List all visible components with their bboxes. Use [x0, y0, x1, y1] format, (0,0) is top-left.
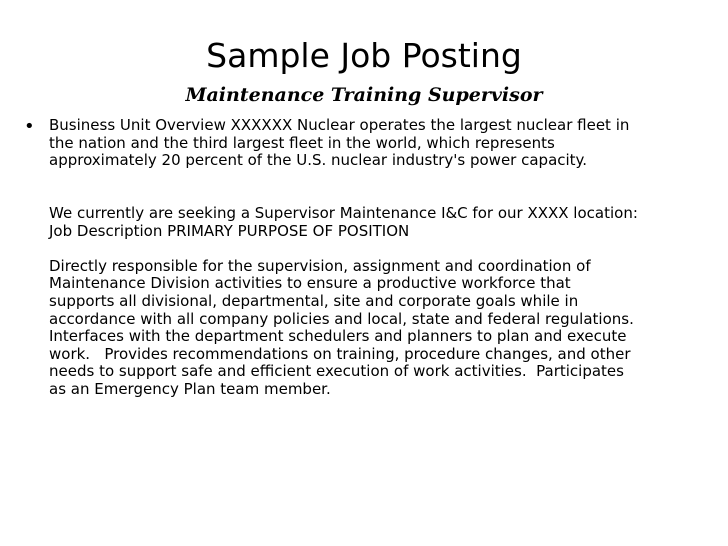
paragraph-gap — [49, 240, 717, 258]
seeking-line-2: Job Description PRIMARY PURPOSE OF POSITION — [49, 221, 410, 240]
bullet-icon: • — [24, 116, 35, 137]
purpose-line-1: Directly responsible for the supervision, assignment and coordination of — [49, 256, 591, 275]
overview-line-1: Business Unit Overview XXXXXX Nuclear operates the largest nuclear fleet in — [49, 116, 630, 134]
purpose-line-7: needs to support safe and efficient execution of work activities. Participates — [49, 362, 624, 381]
seeking-line-1: We currently are seeking a Supervisor Maintenance I&C for our XXXX location: — [49, 203, 638, 222]
overview-line-3: approximately 20 percent of the U.S. nuclear industry's power capacity. — [49, 151, 588, 170]
purpose-line-2: Maintenance Division activities to ensure a productive workforce that — [49, 274, 571, 293]
purpose-line-5: Interfaces with the department schedulers and planners to plan and execute — [49, 327, 627, 346]
overview-line-2: the nation and the third largest fleet in the world, which represents — [49, 133, 555, 152]
paragraph-gap — [49, 170, 717, 188]
slide-subtitle: Maintenance Training Supervisor — [185, 84, 543, 106]
purpose-line-4: accordance with all company policies and local, state and federal regulations. — [49, 309, 634, 328]
purpose-line-6: work. Provides recommendations on training, procedure changes, and other — [49, 344, 631, 363]
purpose-line-8: as an Emergency Plan team member. — [49, 379, 331, 398]
paragraph-gap — [49, 187, 717, 205]
purpose-line-3: supports all divisional, departmental, site and corporate goals while in — [49, 291, 579, 310]
bullet-body — [49, 117, 717, 399]
slide-title: Sample Job Posting — [206, 36, 522, 75]
